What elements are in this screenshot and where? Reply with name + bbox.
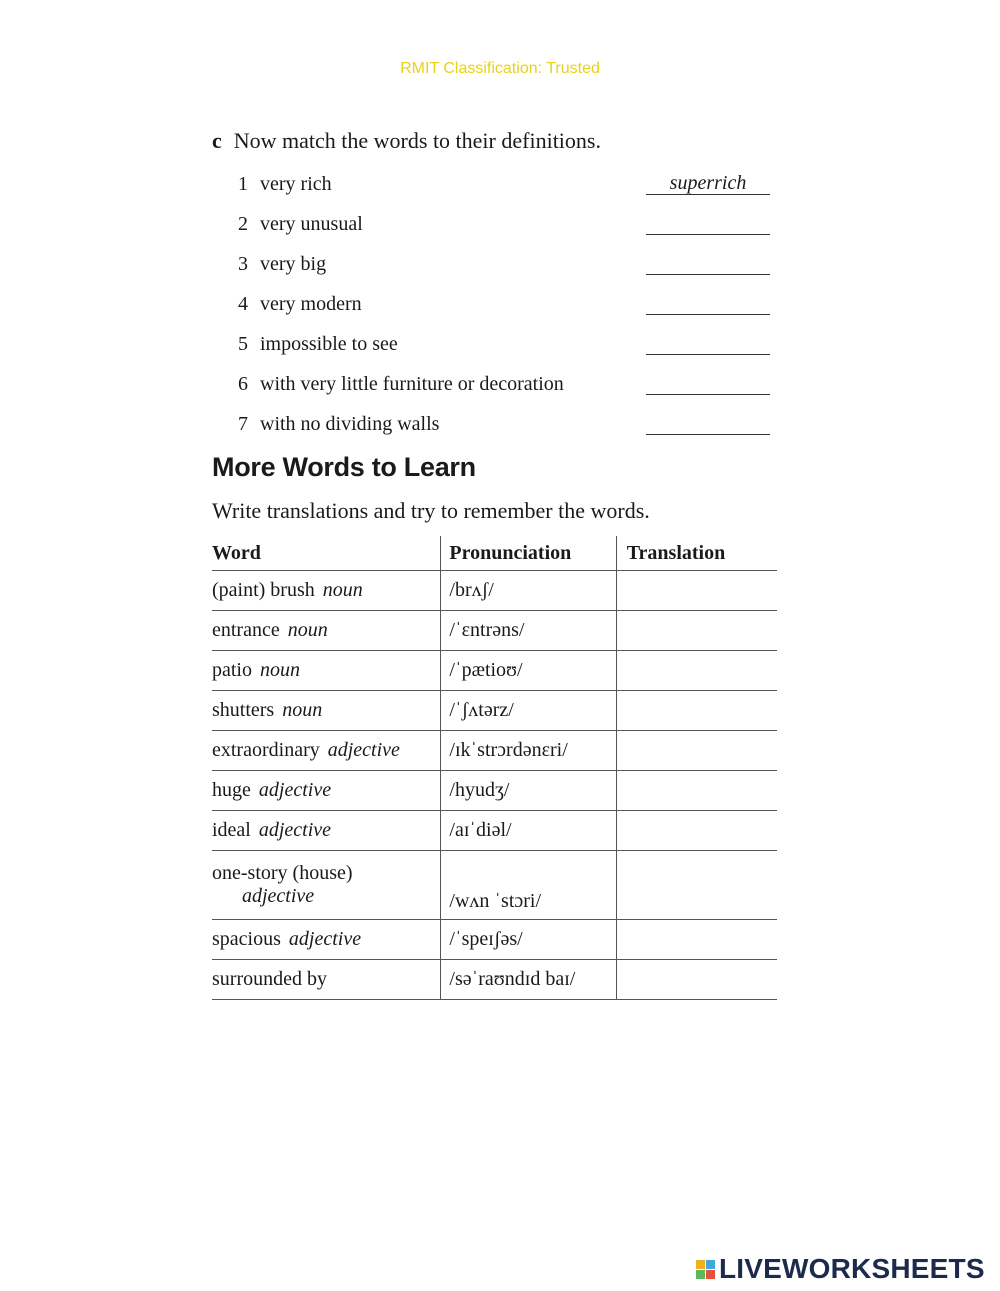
definition-list bbox=[238, 172, 778, 452]
item-number: 5 bbox=[238, 333, 248, 355]
table-header-row bbox=[212, 536, 777, 571]
translation-cell[interactable] bbox=[616, 771, 777, 811]
answer-field[interactable] bbox=[646, 372, 770, 395]
translation-cell[interactable] bbox=[616, 611, 777, 651]
header-word: Word bbox=[212, 536, 441, 571]
definition-item bbox=[238, 212, 778, 252]
word: ideal bbox=[212, 819, 251, 841]
answer-field[interactable] bbox=[646, 212, 770, 235]
part-of-speech: noun bbox=[282, 699, 323, 721]
word-cell bbox=[212, 811, 441, 851]
item-number: 6 bbox=[238, 373, 248, 395]
definition-item bbox=[238, 172, 778, 212]
word-cell bbox=[212, 771, 441, 811]
table-row bbox=[212, 811, 777, 851]
logo-square bbox=[696, 1270, 705, 1279]
answer-field[interactable] bbox=[646, 292, 770, 315]
part-of-speech: adjective bbox=[288, 928, 362, 950]
table-row bbox=[212, 611, 777, 651]
table-row bbox=[212, 920, 777, 960]
item-number: 2 bbox=[238, 213, 248, 235]
item-definition: very modern bbox=[260, 293, 362, 315]
pronunciation-cell: /ɪkˈstrɔrdənɛri/ bbox=[441, 731, 616, 771]
table-row bbox=[212, 771, 777, 811]
logo-square bbox=[696, 1260, 705, 1269]
translation-cell[interactable] bbox=[616, 811, 777, 851]
translation-cell[interactable] bbox=[616, 731, 777, 771]
definition-item bbox=[238, 412, 778, 452]
item-definition: with no dividing walls bbox=[260, 413, 440, 435]
table-row bbox=[212, 691, 777, 731]
part-of-speech: adjective bbox=[242, 885, 315, 907]
word: shutters bbox=[212, 699, 275, 721]
answer-field[interactable] bbox=[646, 412, 770, 435]
classification-label: RMIT Classification: Trusted bbox=[400, 60, 600, 77]
pronunciation-cell: /brʌʃ/ bbox=[441, 571, 616, 611]
word: surrounded by bbox=[212, 968, 327, 990]
item-number: 4 bbox=[238, 293, 248, 315]
item-definition: with very little furniture or decoration bbox=[260, 373, 564, 395]
pronunciation-cell: /ˈspeɪʃəs/ bbox=[441, 920, 616, 960]
definition-item bbox=[238, 252, 778, 292]
word-cell bbox=[212, 851, 441, 920]
word-cell bbox=[212, 960, 441, 1000]
logo-squares-icon bbox=[696, 1260, 715, 1279]
word: huge bbox=[212, 779, 251, 801]
definition-item bbox=[238, 292, 778, 332]
word-cell bbox=[212, 920, 441, 960]
word-cell bbox=[212, 731, 441, 771]
pronunciation-cell: /səˈraʊndɪd baɪ/ bbox=[441, 960, 616, 1000]
translation-cell[interactable] bbox=[616, 571, 777, 611]
item-number: 7 bbox=[238, 413, 248, 435]
word-cell bbox=[212, 691, 441, 731]
item-definition: impossible to see bbox=[260, 333, 398, 355]
logo-square bbox=[706, 1270, 715, 1279]
part-of-speech: adjective bbox=[327, 739, 400, 761]
answer-field[interactable] bbox=[646, 332, 770, 355]
section-heading: More Words to Learn bbox=[212, 452, 476, 482]
part-of-speech: adjective bbox=[258, 779, 332, 801]
word: (paint) brush bbox=[212, 579, 315, 601]
translation-cell[interactable] bbox=[616, 691, 777, 731]
pronunciation-cell: /wʌn ˈstɔri/ bbox=[441, 851, 616, 920]
translation-cell[interactable] bbox=[616, 960, 777, 1000]
item-definition: very unusual bbox=[260, 213, 363, 235]
section-instruction: Write translations and try to remember the words. bbox=[212, 498, 650, 523]
word: one-story (house) bbox=[212, 862, 353, 884]
answer-field[interactable] bbox=[646, 252, 770, 275]
logo-square bbox=[706, 1260, 715, 1269]
part-of-speech: noun bbox=[322, 579, 363, 601]
item-number: 3 bbox=[238, 253, 248, 275]
part-of-speech: noun bbox=[287, 619, 328, 641]
liveworksheets-logo bbox=[696, 1252, 996, 1286]
pronunciation-cell: /aɪˈdiəl/ bbox=[441, 811, 616, 851]
pronunciation-cell: /hyudʒ/ bbox=[441, 771, 616, 811]
pronunciation-cell: /ˈɛntrəns/ bbox=[441, 611, 616, 651]
item-definition: very big bbox=[260, 253, 327, 275]
section-c-instruction bbox=[212, 128, 782, 154]
part-of-speech: noun bbox=[260, 659, 300, 681]
definition-item bbox=[238, 332, 778, 372]
item-number: 1 bbox=[238, 173, 248, 195]
word: entrance bbox=[212, 619, 280, 641]
word-cell bbox=[212, 611, 441, 651]
table-row bbox=[212, 651, 777, 691]
translation-cell[interactable] bbox=[616, 920, 777, 960]
word-cell bbox=[212, 571, 441, 611]
section-c-text: Now match the words to their definitions. bbox=[233, 128, 601, 153]
translation-cell[interactable] bbox=[616, 651, 777, 691]
logo-text: LIVEWORKSHEETS bbox=[719, 1253, 985, 1284]
section-letter: c bbox=[212, 128, 222, 153]
part-of-speech: adjective bbox=[258, 819, 332, 841]
table-row bbox=[212, 960, 777, 1000]
word-cell bbox=[212, 651, 441, 691]
table-row bbox=[212, 851, 777, 920]
header-pronunciation: Pronunciation bbox=[441, 536, 616, 571]
definition-item bbox=[238, 372, 778, 412]
word: extraordinary bbox=[212, 739, 320, 761]
pronunciation-cell: /ˈpætioʊ/ bbox=[441, 651, 616, 691]
item-definition: very rich bbox=[260, 173, 332, 195]
answer-field[interactable]: superrich bbox=[646, 172, 770, 195]
vocabulary-table bbox=[212, 536, 777, 1000]
table-row bbox=[212, 571, 777, 611]
translation-cell[interactable] bbox=[616, 851, 777, 920]
word: patio bbox=[212, 659, 252, 681]
header-translation: Translation bbox=[616, 536, 777, 571]
pronunciation-cell: /ˈʃʌtərz/ bbox=[441, 691, 616, 731]
word: spacious bbox=[212, 928, 281, 950]
table-row bbox=[212, 731, 777, 771]
